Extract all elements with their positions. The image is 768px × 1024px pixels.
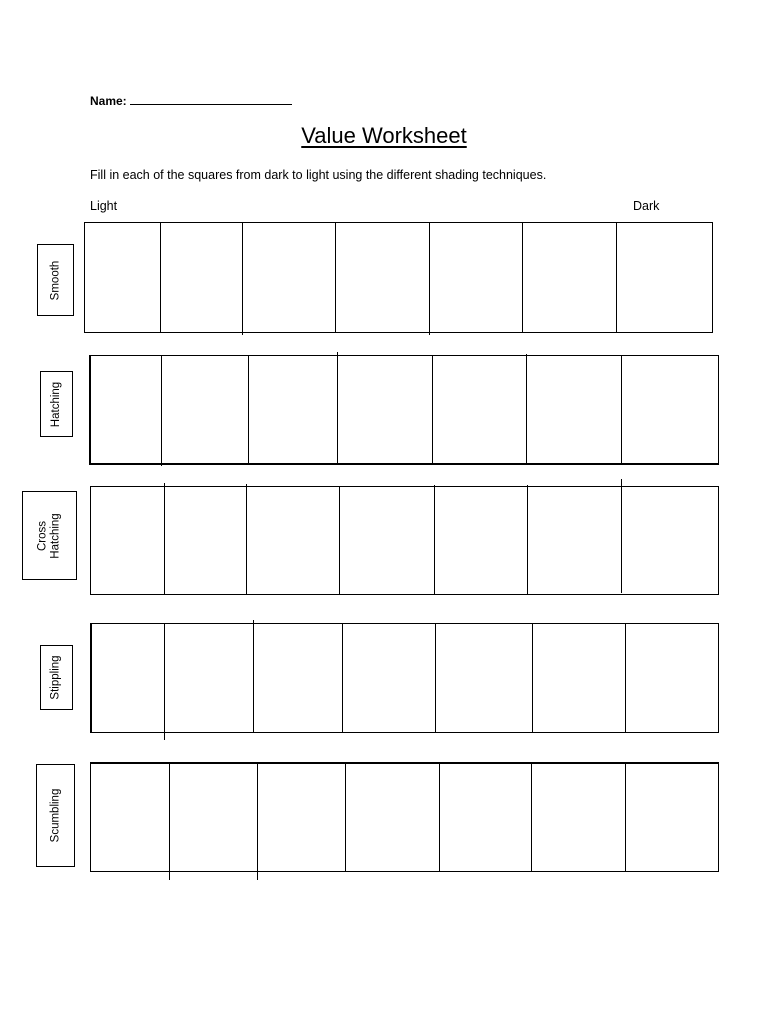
cell-divider	[439, 764, 440, 872]
cell-divider	[621, 479, 622, 593]
cell-divider	[339, 487, 340, 594]
technique-label-scumbling	[36, 764, 75, 867]
cell-divider	[169, 764, 170, 880]
cell-divider	[531, 764, 532, 872]
cell-divider	[435, 624, 436, 732]
cell-divider	[432, 356, 433, 464]
technique-label-text: Scumbling	[49, 788, 62, 843]
cell-divider	[625, 624, 626, 732]
technique-label-text: Cross Hatching	[36, 512, 62, 559]
technique-label-stippling	[40, 645, 73, 710]
technique-label-text: Hatching	[50, 381, 63, 427]
cell-divider	[522, 223, 523, 333]
cell-divider	[257, 764, 258, 880]
technique-label-text: Stippling	[50, 655, 62, 700]
cell-divider	[434, 485, 435, 594]
cell-divider	[429, 223, 430, 335]
technique-label-hatching	[40, 371, 73, 437]
technique-label-smooth	[37, 244, 74, 316]
cell-divider	[248, 356, 249, 464]
cell-divider	[164, 624, 165, 740]
cell-divider	[526, 354, 527, 464]
name-blank-line[interactable]	[130, 92, 292, 105]
name-field[interactable]	[90, 92, 292, 108]
cell-divider	[335, 223, 336, 333]
scale-dark-label: Dark	[633, 199, 660, 213]
cell-divider	[616, 223, 617, 333]
value-strip-hatching	[89, 355, 719, 465]
cell-divider	[625, 764, 626, 872]
cell-divider	[253, 620, 254, 732]
value-strip-smooth	[84, 222, 713, 333]
cell-divider	[160, 223, 161, 333]
value-strip-cross-hatching	[90, 486, 719, 595]
name-label: Name:	[90, 94, 127, 108]
cell-divider	[527, 485, 528, 594]
cell-divider	[621, 356, 622, 464]
cell-divider	[345, 764, 346, 872]
cell-divider	[342, 624, 343, 732]
value-strip-scumbling	[90, 762, 719, 872]
cell-divider	[161, 356, 162, 466]
cell-divider	[337, 352, 338, 464]
scale-light-label: Light	[90, 199, 118, 213]
cell-divider	[164, 483, 165, 594]
value-strip-stippling	[90, 623, 719, 733]
cell-divider	[532, 624, 533, 732]
page-title: Value Worksheet	[301, 123, 467, 148]
instructions-text: Fill in each of the squares from dark to light using the different shading techniques.	[90, 168, 547, 182]
cell-divider	[242, 223, 243, 335]
technique-label-cross-hatching	[22, 491, 77, 580]
cell-divider	[246, 484, 247, 594]
technique-label-text: Smooth	[49, 260, 62, 300]
